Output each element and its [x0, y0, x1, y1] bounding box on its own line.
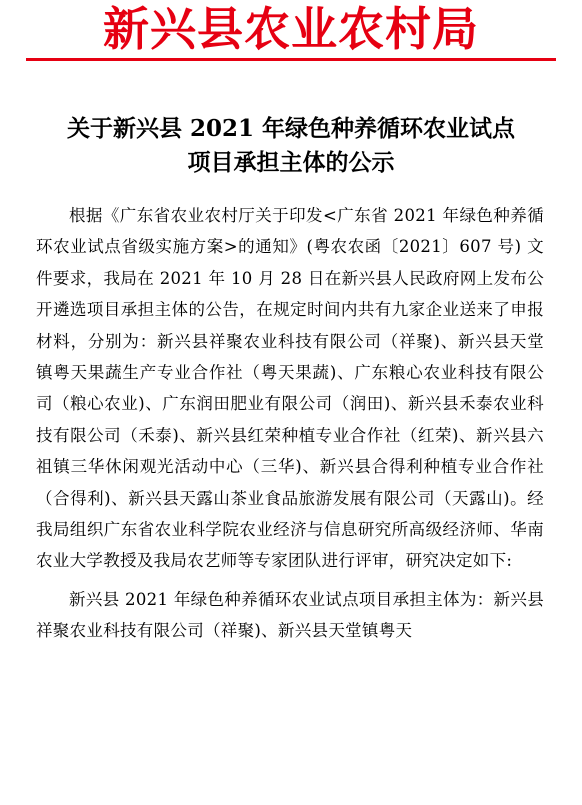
- body-paragraph-2: 新兴县 2021 年绿色种养循环农业试点项目承担主体为：新兴县祥聚农业科技有限公司（祥聚)、新兴县天堂镇粤天: [36, 589, 544, 641]
- letterhead: [0, 0, 582, 62]
- body-paragraph-1: 根据《广东省农业农村厅关于印发<广东省 2021 年绿色种养循环农业试点省级实施方案>的通知》(粤农农函〔2021〕607 号) 文件要求，我局在 2021 年 10 月 28 日在新兴县人民政府网上发布公开遴选项目承担主体的公告，在规定时间内共有九家企业送来了申报材料，分别为：新兴县祥聚农业科技有限公司（祥聚)、新兴县天堂镇粤天果蔬生产专业合作社（粤天果蔬)、广东粮心农业科技有限公司（粮心农业)、广东润田肥业有限公司（润田)、新兴县禾泰农业科技有限公司（禾泰)、新兴县红荣种植专业合作社（红荣)、新兴县六祖镇三华休闲观光活动中心（三华)、新兴县合得利种植专业合作社（合得利)、新兴县天露山茶业食品旅游发展有限公司（天露山)。经我局组织广东省农业科学院农业经济与信息研究所高级经济师、华南农业大学教授及我局农艺师等专家团队进行评审，研究决定如下:: [36, 206, 544, 571]
- letterhead-red-rule: [26, 58, 556, 61]
- document-title-line-1: 关于新兴县 2021 年绿色种养循环农业试点: [66, 115, 516, 142]
- document-title: [30, 112, 552, 180]
- organization-name: 新兴县农业农村局: [103, 2, 479, 56]
- document-body: [36, 200, 544, 647]
- document-title-line-2: 项目承担主体的公示: [187, 149, 395, 176]
